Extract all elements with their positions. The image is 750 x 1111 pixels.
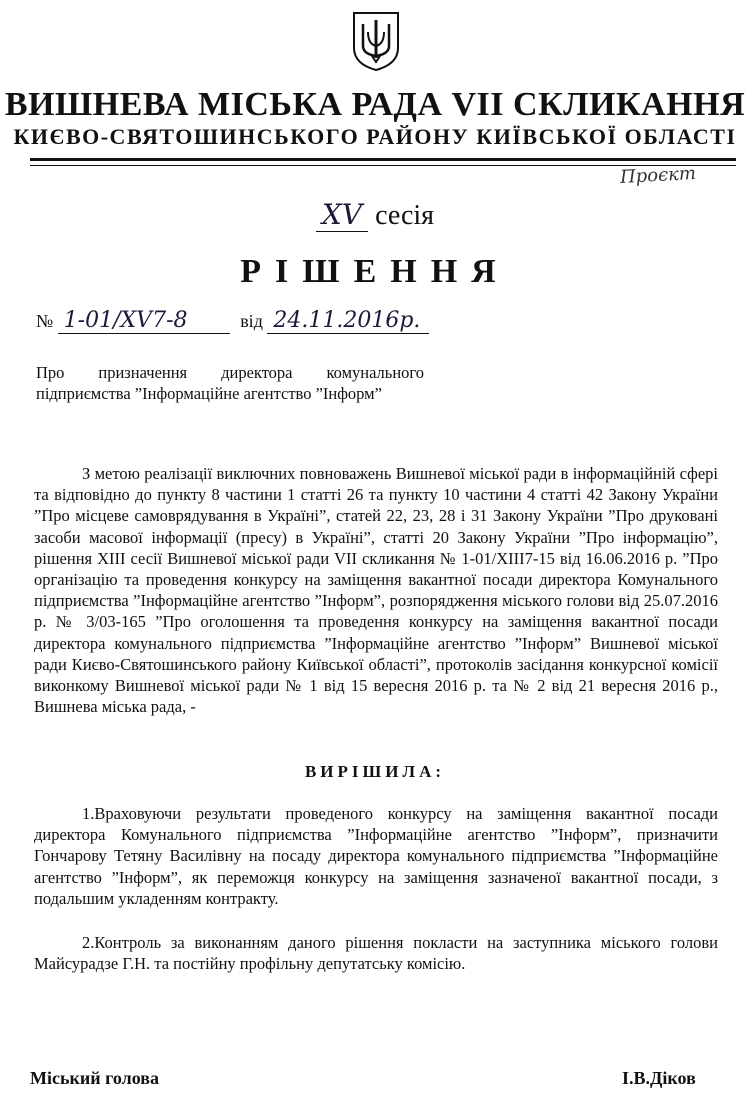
decision-subject: Про призначення директора комунального підприємства ”Інформаційне агентство ”Інформ” [36,363,424,403]
trident-coat-of-arms-icon [351,10,401,72]
decision-date: 24.11.2016р. [267,308,429,334]
number-prefix: № [36,311,54,331]
decision-number-line [36,308,429,334]
council-title: ВИШНЕВА МІСЬКА РАДА VII СКЛИКАННЯ [4,86,746,123]
preamble-paragraph: З метою реалізації виключних повноважень Вишневої міської ради в інформаційній сфері та відповідно до пункту 8 частини 1 статті 26 та пункту 10 частини 4 статті 42 Закону України ”Про місцеве самоврядування в Україні”, статей 22, 23, 28 і 31 Закону України ”Про друковані засоби масової інформації (пресу) в Україні”, статті 20 Закону України ”Про інформацію”, рішення XIII сесії Вишневої міської ради VII скликання № 1-01/XIII7-15 від 16.06.2016 р. ”Про організацію та проведення конкурсу на заміщення вакантної посади директора Комунального підприємства ”Інформаційне агентство ”Інформ”, розпорядження міського голови від 25.07.2016 р. № 3/03-165 ”Про оголошення та проведення конкурсу на заміщення вакантної посади директора комунального підприємства ”Інформаційне агентство ”Інформ” Вишневої міської ради Києво-Святошинського району Київської області”, протоколів засідання конкурсної комісії виконкому Вишневої міської ради № 1 від 15 вересня 2016 р. та № 2 від 21 вересня 2016 р., Вишнева міська рада, - [34,464,718,717]
resolved-heading: ВИРІШИЛА: [304,762,446,781]
date-prefix: від [240,311,263,331]
session-number: XV [316,198,368,232]
resolution-item: 1.Враховуючи результати проведеного конкурсу на заміщення вакантної посади директора Комунального підприємства ”Інформаційне агентство ”Інформ”, призначити Гончарову Тетяну Василівну на посаду директора комунального підприємства ”Інформаційне агентство ”Інформ”, як переможця конкурсу на заміщення зазначеної вакантної посади, з подальшим укладенням контракту. [34,804,718,908]
decision-heading: РІШЕННЯ [240,253,510,290]
header-divider [30,158,736,166]
council-subtitle: КИЄВО-СВЯТОШИНСЬКОГО РАЙОНУ КИЇВСЬКОЇ ОБЛАСТІ [13,124,737,149]
signature-title: Міський голова [30,1068,159,1088]
decision-number: 1-01/XV7-8 [58,308,230,334]
signature-name: І.В.Діков [622,1068,696,1088]
session-line [0,198,750,232]
session-label: сесія [375,200,435,231]
resolution-item: 2.Контроль за виконанням даного рішення покласти на заступника міського голови Майсурадзе Г.Н. та постійну профільну депутатську комісію. [34,933,718,974]
draft-handwritten-note: Проєкт [619,163,697,188]
